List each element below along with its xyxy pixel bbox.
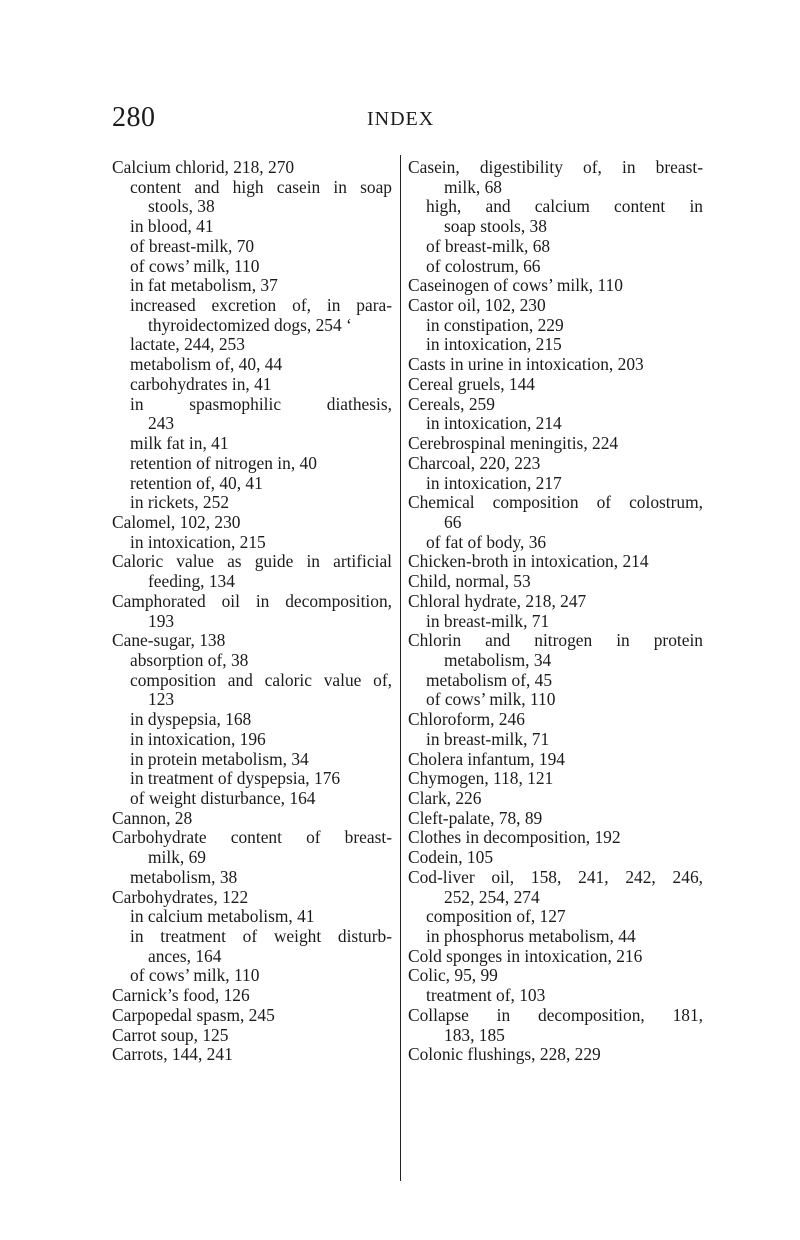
index-entry: Carbohydrates, 122 [112,886,249,907]
index-subentry: content and high casein in soap [130,176,392,197]
index-subentry: of cows’ milk, 110 [426,689,556,710]
index-subentry: in intoxication, 215 [426,334,562,355]
index-subentry: in breast-milk, 71 [426,610,550,631]
index-entry: Chloral hydrate, 218, 247 [408,590,587,611]
index-subentry: metabolism, 38 [130,866,238,887]
index-subentry: high, and calcium content in [426,196,703,217]
index-subentry: in phosphorus metabolism, 44 [426,926,636,947]
index-entry: Cold sponges in intoxication, 216 [408,945,643,966]
index-column-right [408,158,703,1065]
index-subentry: 193 [148,610,175,631]
index-entry: Chlorin and nitrogen in protein [408,630,703,651]
index-subentry: absorption of, 38 [130,649,249,670]
index-entry: Cod-liver oil, 158, 241, 242, 246, [408,866,703,887]
page-header [112,102,800,138]
index-subentry: of cows’ milk, 110 [130,255,260,276]
index-entry: Clark, 226 [408,788,482,808]
index-column-left [112,158,392,1065]
index-entry: Cleft-palate, 78, 89 [408,807,543,828]
index-subentry: soap stools, 38 [444,216,547,237]
index-entry: Collapse in decomposition, 181, [408,1004,703,1025]
index-subentry: metabolism, 34 [444,649,552,670]
index-subentry: ances, 164 [148,945,222,966]
index-entry: Cereal gruels, 144 [408,373,536,394]
index-subentry: in spasmophilic diathesis, [130,393,392,414]
index-subentry: in rickets, 252 [130,492,230,513]
index-subentry: of weight disturbance, 164 [130,788,316,808]
index-entry: Chloroform, 246 [408,709,525,730]
index-entry: Chemical composition of colostrum, [408,492,703,513]
index-entry: Chicken-broth in intoxication, 214 [408,551,649,572]
index-subentry: in intoxication, 215 [130,531,266,552]
index-entry: Camphorated oil in decomposition, [112,590,392,611]
index-subentry: in treatment of dyspepsia, 176 [130,768,341,789]
index-subentry: milk, 68 [444,176,502,197]
index-entry: Cereals, 259 [408,393,495,414]
index-subentry: of colostrum, 66 [426,255,541,276]
index-subentry: in dyspepsia, 168 [130,709,252,730]
index-subentry: of cows’ milk, 110 [130,965,260,986]
index-subentry: in protein metabolism, 34 [130,748,309,769]
index-entry: Carpopedal spasm, 245 [112,1004,275,1025]
index-entry: Caseinogen of cows’ milk, 110 [408,275,623,296]
index-entry: Caloric value as guide in artificial [112,551,392,572]
index-entry: Calomel, 102, 230 [112,511,241,532]
index-entry: Casein, digestibility of, in breast- [408,157,703,177]
index-subentry: in calcium metabolism, 41 [130,906,315,927]
column-divider [400,155,401,1181]
index-subentry: in constipation, 229 [426,314,564,335]
index-entry: Colic, 95, 99 [408,965,498,986]
index-entry: Casts in urine in intoxication, 203 [408,354,644,375]
index-entry: Carnick’s food, 126 [112,985,250,1006]
index-entry: Colonic flushings, 228, 229 [408,1044,601,1065]
index-subentry: milk, 69 [148,847,206,868]
index-subentry: retention of, 40, 41 [130,472,263,493]
running-head: INDEX [367,108,435,130]
index-subentry: 252, 254, 274 [444,886,540,907]
index-entry: Cannon, 28 [112,807,193,828]
index-subentry: in fat metabolism, 37 [130,275,278,296]
index-entry: Carrot soup, 125 [112,1024,229,1045]
index-subentry: composition of, 127 [426,906,566,927]
index-subentry: in treatment of weight disturb- [130,926,392,947]
index-subentry: carbohydrates in, 41 [130,373,272,394]
index-subentry: in intoxication, 214 [426,413,562,434]
index-subentry: 123 [148,689,175,710]
index-subentry: of fat of body, 36 [426,531,547,552]
index-subentry: increased excretion of, in para- [130,295,392,316]
index-entry: Cane-sugar, 138 [112,630,226,651]
index-subentry: 66 [444,511,462,532]
index-subentry: 183, 185 [444,1024,505,1045]
index-subentry: in intoxication, 196 [130,728,266,749]
index-subentry: treatment of, 103 [426,985,546,1006]
index-subentry: feeding, 134 [148,571,235,592]
index-subentry: of breast-milk, 70 [130,235,255,256]
index-subentry: retention of nitrogen in, 40 [130,452,317,473]
index-subentry: thyroidectomized dogs, 254 ‘ [148,314,352,335]
index-entry: Calcium chlorid, 218, 270 [112,157,295,177]
index-entry: Clothes in decomposition, 192 [408,827,621,848]
index-entry: Castor oil, 102, 230 [408,295,546,316]
index-subentry: in intoxication, 217 [426,472,562,493]
index-subentry: 243 [148,413,175,434]
index-subentry: metabolism of, 45 [426,669,553,690]
index-entry: Charcoal, 220, 223 [408,452,541,473]
index-subentry: metabolism of, 40, 44 [130,354,283,375]
index-subentry: milk fat in, 41 [130,433,229,454]
index-entry: Cholera infantum, 194 [408,748,565,769]
index-entry: Child, normal, 53 [408,571,531,592]
index-entry: Carbohydrate content of breast- [112,827,392,848]
index-entry: Codein, 105 [408,847,494,868]
index-entry: Carrots, 144, 241 [112,1044,233,1065]
index-subentry: composition and caloric value of, [130,669,392,690]
index-subentry: in breast-milk, 71 [426,728,550,749]
index-subentry: stools, 38 [148,196,215,217]
index-subentry: of breast-milk, 68 [426,235,551,256]
index-entry: Chymogen, 118, 121 [408,768,554,789]
index-subentry: in blood, 41 [130,216,214,237]
page-number: 280 [112,102,156,133]
index-entry: Cerebrospinal meningitis, 224 [408,433,619,454]
index-subentry: lactate, 244, 253 [130,334,245,355]
